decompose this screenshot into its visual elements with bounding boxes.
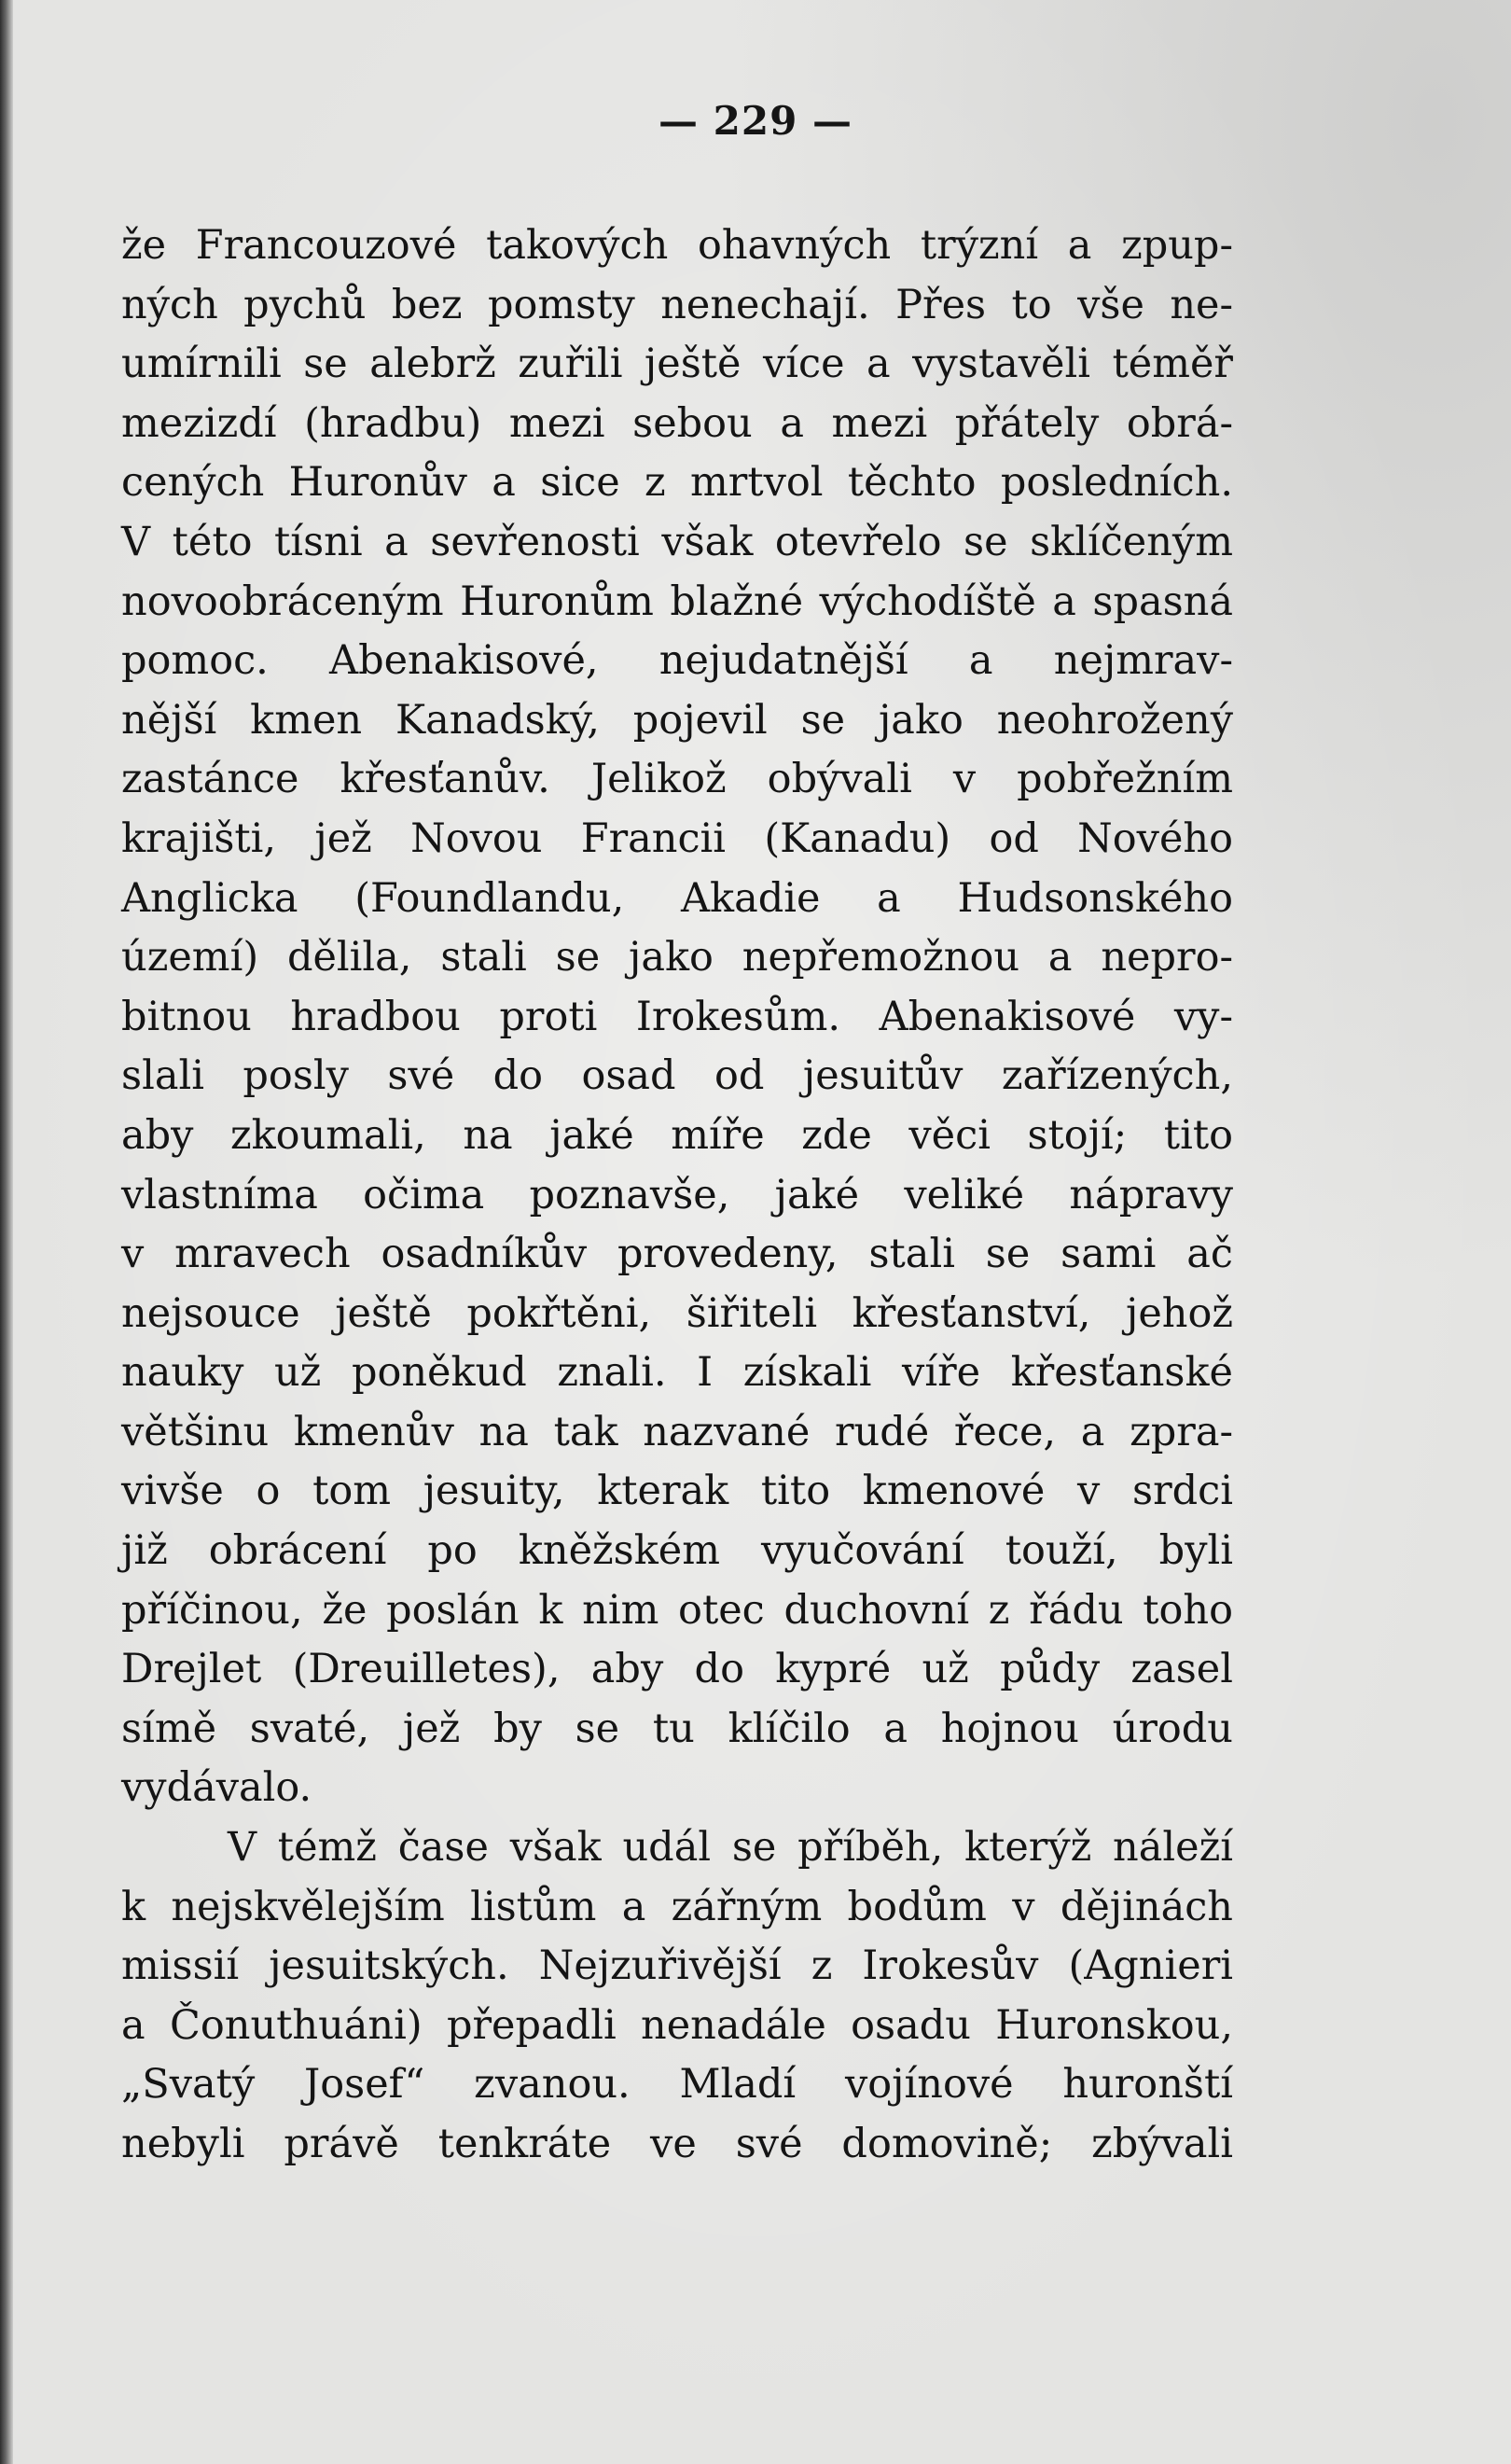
- text-line: nější kmen Kanadský, pojevil se jako neohrožený: [121, 696, 1233, 744]
- text-line: vlastníma očima poznavše, jaké veliké nápravy: [121, 1171, 1233, 1218]
- text-line: nauky už poněkud znali. I získali víře křesťanské: [121, 1349, 1233, 1397]
- paragraph: [121, 1818, 1233, 2175]
- text-line: krajišti, jež Novou Francii (Kanadu) od Nového: [121, 814, 1233, 862]
- text-line: nebyli právě tenkráte ve své domovině; zbývali: [121, 2121, 1233, 2167]
- text-line: vydávalo.: [121, 1764, 312, 1812]
- text-line: cených Huronův a sice z mrtvol těchto posledních.: [121, 459, 1233, 507]
- text-line: umírnili se alebrž zuřili ještě více a vystavěli téměř: [121, 341, 1233, 388]
- body-text: [121, 216, 1233, 2175]
- binding-edge: [0, 0, 13, 2464]
- text-line: pomoc. Abenakisové, nejudatnější a nejmrav-: [121, 637, 1233, 685]
- paragraph: [121, 216, 1233, 1818]
- text-line: příčinou, že poslán k nim otec duchovní z řádu toho: [121, 1586, 1233, 1634]
- text-line: aby zkoumali, na jaké míře zde věci stojí; tito: [121, 1111, 1233, 1159]
- text-line: že Francouzové takových ohavných trýzní a zpup-: [121, 222, 1233, 269]
- text-line: zastánce křesťanův. Jelikož obývali v pobřežním: [121, 756, 1233, 803]
- text-line: již obrácení po kněžském vyučování touží, byli: [121, 1527, 1233, 1575]
- text-line: území) dělila, stali se jako nepřemožnou a nepro-: [121, 934, 1233, 981]
- text-line: v mravech osadníkův provedeny, stali se sami ač: [121, 1231, 1233, 1278]
- page-number: — 229 —: [658, 98, 853, 144]
- text-line: bitnou hradbou proti Irokesům. Abenakisové vy-: [121, 993, 1233, 1040]
- text-line: a Čonuthuáni) přepadli nenadále osadu Huronskou,: [121, 2001, 1233, 2049]
- text-line: ných pychů bez pomsty nenechají. Přes to vše ne-: [121, 281, 1233, 328]
- text-line: missií jesuitských. Nejzuřivější z Irokesův (Agnieri: [121, 1942, 1233, 1990]
- text-line: mezizdí (hradbu) mezi sebou a mezi přátely obrá-: [121, 399, 1233, 447]
- text-line: novoobráceným Huronům blažné východíště a spasná: [121, 578, 1233, 625]
- text-line: símě svaté, jež by se tu klíčilo a hojnou úrodu: [121, 1705, 1233, 1752]
- text-line: Anglicka (Foundlandu, Akadie a Hudsonského: [121, 874, 1233, 922]
- text-line: nejsouce ještě pokřtěni, šiřiteli křesťanství, jehož: [121, 1289, 1233, 1337]
- text-line: k nejskvělejším listům a zářným bodům v dějinách: [121, 1883, 1233, 1930]
- text-line: V této tísni a sevřenosti však otevřelo se sklíčeným: [121, 518, 1233, 565]
- text-line: slali posly své do osad od jesuitův zařízených,: [121, 1052, 1233, 1100]
- text-line: většinu kmenův na tak nazvané rudé řece, a zpra-: [121, 1408, 1233, 1455]
- text-line: „Svatý Josef“ zvanou. Mladí vojínové huronští: [121, 2061, 1233, 2109]
- text-line: vivše o tom jesuity, kterak tito kmenové v srdci: [121, 1468, 1233, 1515]
- text-line: Drejlet (Dreuilletes), aby do kypré už půdy zasel: [121, 1646, 1233, 1693]
- text-line: V témž čase však udál se příběh, kterýž náleží: [228, 1824, 1233, 1872]
